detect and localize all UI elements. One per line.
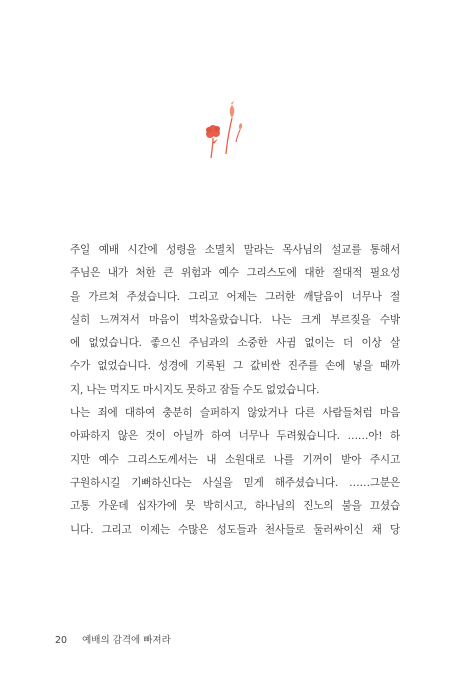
text-line: 고통 가운데 십자가에 못 박히시고, 하나님의 진노의 불을 끄셨습 [70,500,400,513]
text-line: 구원하시길 기뻐하신다는 사실을 믿게 해주셨습니다. ……그분은 [70,476,400,489]
text-line: 나는 죄에 대하여 충분히 슬퍼하지 않았거나 다른 사람들처럼 마음 [70,407,400,420]
page-number: 20 [55,635,68,646]
text-line: 에 없었습니다. 좋으신 주님과의 소중한 사귐 없이는 더 이상 살 [70,337,400,350]
text-line: 주일 예배 시간에 성령을 소멸치 말라는 목사님의 설교를 통해서 [70,244,400,256]
text-line: 을 가르쳐 주셨습니다. 그리고 어제는 그러한 깨달음이 너무나 절 [70,290,400,303]
flower-ornament-icon [196,98,248,160]
text-line: 주님은 내가 처한 큰 위험과 예수 그리스도에 대한 절대적 필요성 [70,267,400,280]
text-line: 니다. 그리고 이제는 수많은 성도들과 천사들로 둘러싸이신 채 당 [70,523,400,536]
text-line: 지, 나는 먹지도 마시지도 못하고 잠들 수도 없었습니다. [70,383,320,396]
running-title: 예배의 감격에 빠져라 [82,635,171,646]
page-footer [55,632,171,646]
text-line: 지만 예수 그리스도께서는 내 소원대로 나를 기꺼이 받아 주시고 [70,453,400,466]
text-line: 실히 느껴져서 마음이 벅차올랐습니다. 나는 크게 부르짖을 수밖 [70,313,400,326]
text-line: 아파하지 않은 것이 아닐까 하여 너무나 두려웠습니다. ……아! 하 [70,430,400,443]
body-text [70,239,400,542]
text-line: 수가 없었습니다. 성경에 기록된 그 값비싼 진주를 손에 넣을 때까 [70,360,400,373]
